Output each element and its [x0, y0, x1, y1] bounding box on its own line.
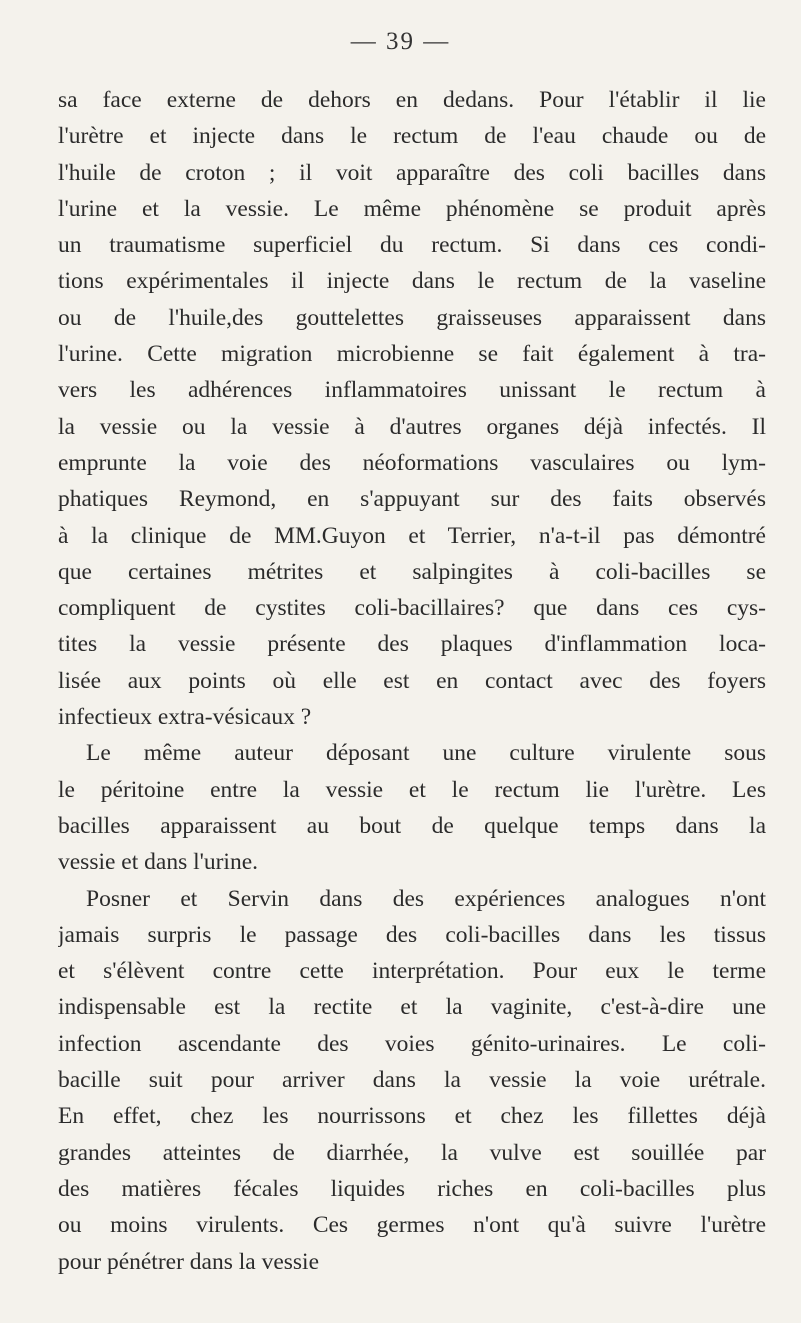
text-line: jamais surpris le passage des coli-bacilles dans les tissus [58, 921, 766, 948]
text-line: l'urine et la vessie. Le même phénomène se produit après [58, 195, 766, 222]
text-line: tites la vessie présente des plaques d'inflammation loca- [58, 631, 766, 658]
text-line: vers les adhérences inflammatoires unissant le rectum à [58, 377, 766, 404]
text-line: bacille suit pour arriver dans la vessie la voie urétrale. [58, 1067, 766, 1094]
text-line: lisée aux points où elle est en contact avec des foyers [58, 667, 766, 694]
text-line: infectieux extra-vésicaux ? [58, 704, 312, 731]
text-line: Le même auteur déposant une culture virulente sous [86, 740, 766, 767]
text-line: l'urine. Cette migration microbienne se fait également à tra- [58, 341, 766, 368]
text-line: emprunte la voie des néoformations vasculaires ou lym- [58, 449, 766, 476]
page-number: — 39 — [350, 28, 451, 55]
text-line: pour pénétrer dans la vessie [58, 1248, 320, 1275]
text-line: sa face externe de dehors en dedans. Pour l'établir il lie [58, 87, 766, 113]
text-line: ou moins virulents. Ces germes n'ont qu'à suivre l'urètre [58, 1212, 766, 1239]
body-text [58, 82, 766, 1280]
text-line: le péritoine entre la vessie et le rectum lie l'urètre. Les [58, 776, 766, 803]
text-line: ou de l'huile,des gouttelettes graisseuses apparaissent dans [58, 304, 766, 331]
text-line: En effet, chez les nourrissons et chez les fillettes déjà [58, 1103, 766, 1130]
text-line: l'huile de croton ; il voit apparaître des coli bacilles dans [58, 159, 766, 186]
text-line: infection ascendante des voies génito-urinaires. Le coli- [58, 1030, 766, 1057]
text-line: phatiques Reymond, en s'appuyant sur des faits observés [58, 486, 766, 513]
text-line: un traumatisme superficiel du rectum. Si dans ces condi- [58, 232, 766, 259]
text-line: vessie et dans l'urine. [58, 849, 259, 876]
text-line: à la clinique de MM.Guyon et Terrier, n'a-t-il pas démontré [58, 522, 766, 549]
text-line: tions expérimentales il injecte dans le rectum de la vaseline [58, 268, 766, 295]
text-line: indispensable est la rectite et la vaginite, c'est-à-dire une [58, 994, 766, 1021]
text-line: bacilles apparaissent au bout de quelque temps dans la [58, 812, 766, 839]
text-line: et s'élèvent contre cette interprétation. Pour eux le terme [58, 958, 766, 985]
text-line: des matières fécales liquides riches en coli-bacilles plus [58, 1175, 766, 1202]
text-line: l'urètre et injecte dans le rectum de l'eau chaude ou de [58, 123, 766, 150]
text-line: compliquent de cystites coli-bacillaires? que dans ces cys- [58, 595, 766, 622]
text-line: Posner et Servin dans des expériences analogues n'ont [86, 885, 766, 912]
text-line: la vessie ou la vessie à d'autres organes déjà infectés. Il [58, 413, 766, 440]
text-line: grandes atteintes de diarrhée, la vulve est souillée par [58, 1139, 766, 1166]
text-line: que certaines métrites et salpingites à coli-bacilles se [58, 558, 766, 585]
